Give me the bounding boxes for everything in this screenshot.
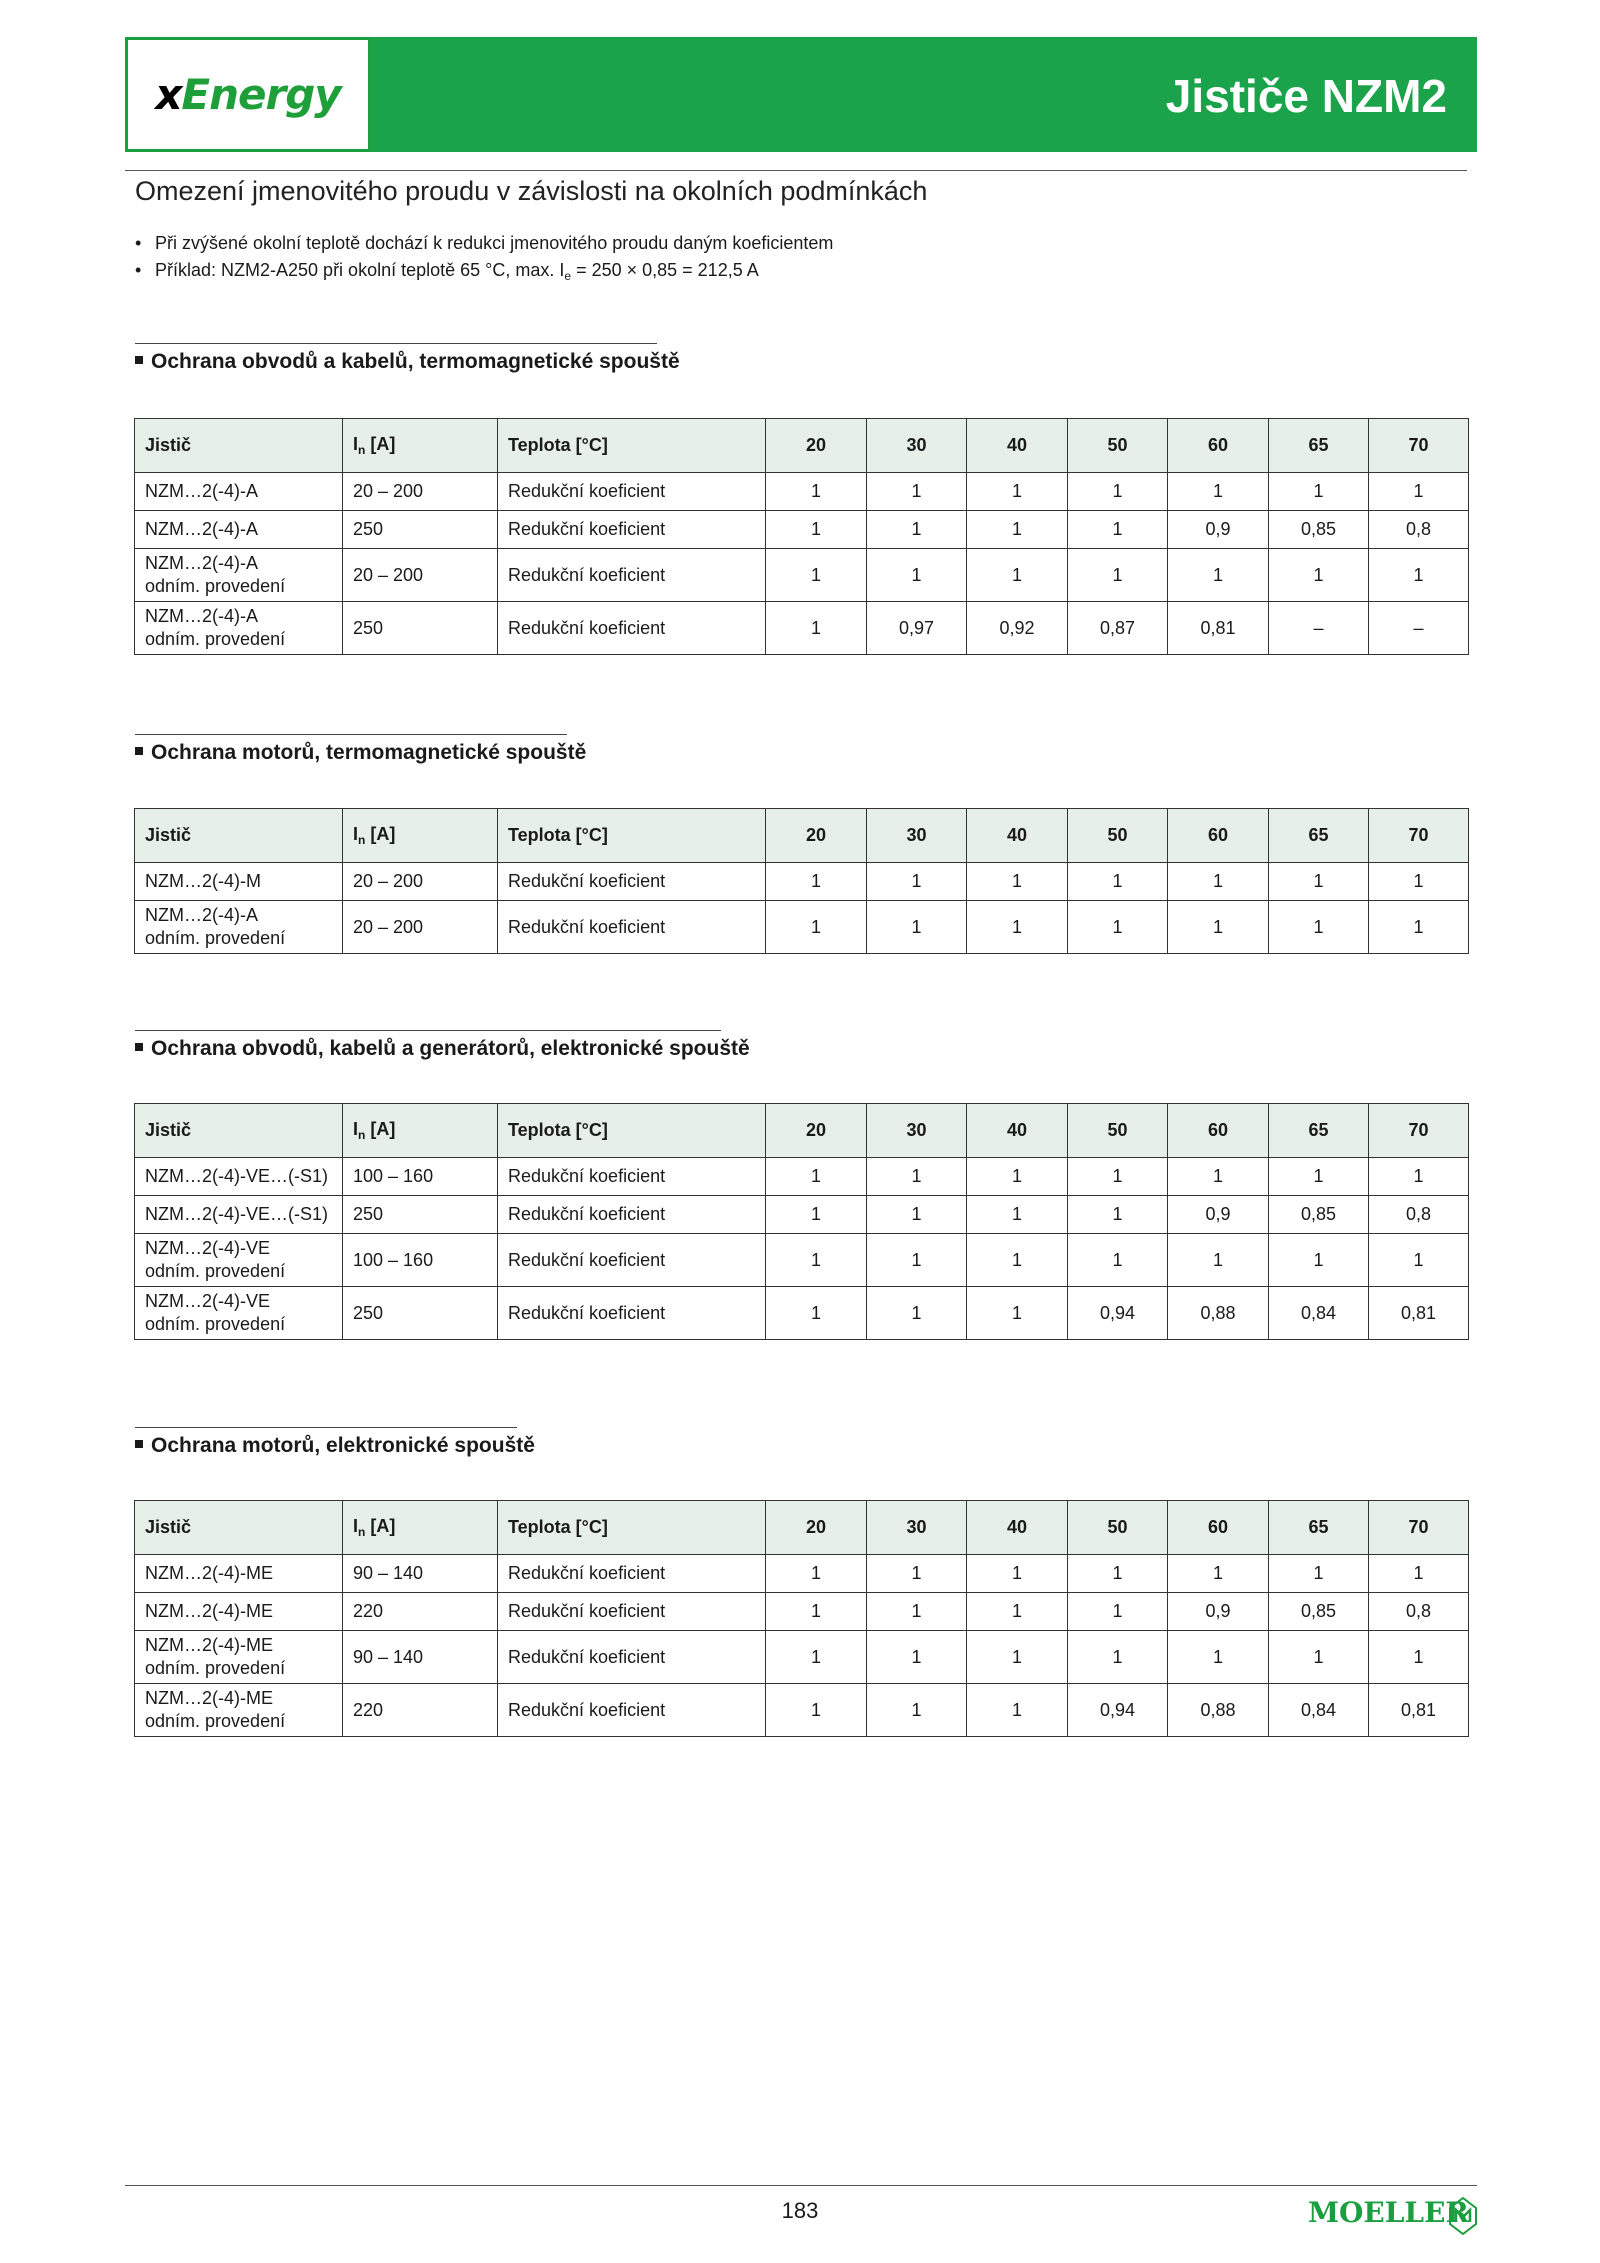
cell-coefficient: 0,9 xyxy=(1168,1593,1269,1631)
cell-coefficient: 1 xyxy=(867,863,967,901)
page-title: Jističe NZM2 xyxy=(1165,70,1447,122)
cell-label: Redukční koeficient xyxy=(498,1287,766,1340)
header-temp-value: 65 xyxy=(1269,1501,1369,1555)
logo-text: xEnergy xyxy=(155,70,341,119)
cell-rated-current: 20 – 200 xyxy=(343,863,498,901)
header-temp-value: 20 xyxy=(766,809,867,863)
header-temp-value: 50 xyxy=(1068,419,1168,473)
cell-coefficient: 1 xyxy=(1369,1555,1469,1593)
header-temp-value: 40 xyxy=(967,1501,1068,1555)
header-temp-value: 30 xyxy=(867,1501,967,1555)
cell-coefficient: 1 xyxy=(867,1158,967,1196)
table-row xyxy=(135,473,1469,511)
bullet-item: • Příklad: NZM2-A250 při okolní teplotě 65 °C, max. $I_e = 250 \times 0,85 = 212,5$ A xyxy=(135,257,833,290)
cell-coefficient: 1 xyxy=(766,1555,867,1593)
cell-coefficient: 0,88 xyxy=(1168,1287,1269,1340)
cell-coefficient: 1 xyxy=(766,1234,867,1287)
section-title: Ochrana motorů, termomagnetické spouště xyxy=(135,734,567,765)
section-title: Ochrana motorů, elektronické spouště xyxy=(135,1427,517,1458)
cell-coefficient: 1 xyxy=(867,901,967,954)
table-header-row xyxy=(135,809,1469,863)
cell-coefficient: 1 xyxy=(1068,549,1168,602)
cell-label: Redukční koeficient xyxy=(498,602,766,655)
cell-breaker: NZM…2(-4)-VE…(-S1) xyxy=(135,1196,343,1234)
reduction-table xyxy=(134,808,1469,954)
cell-breaker: NZM…2(-4)-ME odním. provedení xyxy=(135,1631,343,1684)
header-temperature: Teplota [°C] xyxy=(498,809,766,863)
cell-coefficient: 1 xyxy=(967,1555,1068,1593)
header-temp-value: 60 xyxy=(1168,1501,1269,1555)
cell-coefficient: 1 xyxy=(967,549,1068,602)
square-bullet-icon xyxy=(135,1440,143,1448)
table-header-row xyxy=(135,419,1469,473)
page-number: 183 xyxy=(781,2198,819,2223)
cell-coefficient: 1 xyxy=(867,473,967,511)
cell-coefficient: 1 xyxy=(1369,473,1469,511)
reduction-table xyxy=(134,1500,1469,1737)
cell-coefficient: 0,94 xyxy=(1068,1684,1168,1737)
cell-coefficient: 1 xyxy=(867,1234,967,1287)
cell-coefficient: 1 xyxy=(766,1684,867,1737)
table-row xyxy=(135,863,1469,901)
header-temp-value: 60 xyxy=(1168,809,1269,863)
cell-coefficient: 1 xyxy=(1068,1158,1168,1196)
cell-label: Redukční koeficient xyxy=(498,1234,766,1287)
cell-coefficient: 1 xyxy=(1269,1158,1369,1196)
cell-coefficient: 0,8 xyxy=(1369,511,1469,549)
header-breaker: Jistič xyxy=(135,419,343,473)
cell-coefficient: 0,9 xyxy=(1168,1196,1269,1234)
cell-coefficient: 1 xyxy=(967,901,1068,954)
cell-rated-current: 250 xyxy=(343,1196,498,1234)
square-bullet-icon xyxy=(135,1043,143,1051)
cell-label: Redukční koeficient xyxy=(498,901,766,954)
cell-rated-current: 220 xyxy=(343,1684,498,1737)
cell-coefficient: 0,81 xyxy=(1369,1287,1469,1340)
table-row xyxy=(135,901,1469,954)
cell-coefficient: 1 xyxy=(1068,863,1168,901)
header-rated-current: $I_n$ [A] xyxy=(343,809,498,863)
header-bar xyxy=(371,37,1477,152)
section-title: Ochrana obvodů, kabelů a generátorů, elektronické spouště xyxy=(135,1030,721,1061)
header-temp-value: 50 xyxy=(1068,1501,1168,1555)
header-temperature: Teplota [°C] xyxy=(498,1104,766,1158)
moeller-emblem-icon xyxy=(1448,2196,1478,2236)
cell-coefficient: 1 xyxy=(1369,863,1469,901)
header-temp-value: 40 xyxy=(967,1104,1068,1158)
cell-label: Redukční koeficient xyxy=(498,1158,766,1196)
cell-coefficient: 1 xyxy=(967,473,1068,511)
cell-rated-current: 250 xyxy=(343,1287,498,1340)
header-temperature: Teplota [°C] xyxy=(498,1501,766,1555)
cell-breaker: NZM…2(-4)-ME xyxy=(135,1555,343,1593)
cell-coefficient: 1 xyxy=(867,1196,967,1234)
cell-coefficient: 0,88 xyxy=(1168,1684,1269,1737)
cell-breaker: NZM…2(-4)-A odním. provedení xyxy=(135,602,343,655)
cell-coefficient: 1 xyxy=(1068,1196,1168,1234)
cell-rated-current: 20 – 200 xyxy=(343,549,498,602)
cell-coefficient: 1 xyxy=(967,863,1068,901)
cell-rated-current: 100 – 160 xyxy=(343,1158,498,1196)
cell-rated-current: 20 – 200 xyxy=(343,901,498,954)
table-row xyxy=(135,1593,1469,1631)
table-row xyxy=(135,602,1469,655)
cell-coefficient: 1 xyxy=(867,549,967,602)
cell-coefficient: 1 xyxy=(1269,863,1369,901)
header-temp-value: 65 xyxy=(1269,809,1369,863)
cell-coefficient: 0,8 xyxy=(1369,1593,1469,1631)
header-temp-value: 60 xyxy=(1168,419,1269,473)
cell-coefficient: 1 xyxy=(766,549,867,602)
table-row xyxy=(135,1555,1469,1593)
header-temp-value: 50 xyxy=(1068,809,1168,863)
table-row xyxy=(135,1631,1469,1684)
square-bullet-icon xyxy=(135,356,143,364)
cell-coefficient: 0,85 xyxy=(1269,511,1369,549)
cell-coefficient: 1 xyxy=(1369,1234,1469,1287)
cell-coefficient: 0,85 xyxy=(1269,1593,1369,1631)
cell-breaker: NZM…2(-4)-VE…(-S1) xyxy=(135,1158,343,1196)
cell-rated-current: 90 – 140 xyxy=(343,1555,498,1593)
cell-coefficient: 1 xyxy=(1068,901,1168,954)
cell-coefficient: – xyxy=(1269,602,1369,655)
cell-label: Redukční koeficient xyxy=(498,1593,766,1631)
cell-coefficient: 1 xyxy=(1269,1555,1369,1593)
cell-breaker: NZM…2(-4)-ME xyxy=(135,1593,343,1631)
cell-coefficient: 1 xyxy=(766,1593,867,1631)
cell-coefficient: 1 xyxy=(1269,1631,1369,1684)
table-row xyxy=(135,1684,1469,1737)
cell-coefficient: 1 xyxy=(867,1287,967,1340)
cell-coefficient: 1 xyxy=(1168,1631,1269,1684)
header-temp-value: 30 xyxy=(867,419,967,473)
square-bullet-icon xyxy=(135,747,143,755)
reduction-table xyxy=(134,1103,1469,1340)
cell-coefficient: 1 xyxy=(1269,549,1369,602)
xenergy-logo xyxy=(125,37,371,152)
table-row xyxy=(135,1196,1469,1234)
cell-coefficient: 1 xyxy=(967,1593,1068,1631)
cell-label: Redukční koeficient xyxy=(498,473,766,511)
header-breaker: Jistič xyxy=(135,809,343,863)
bottom-divider xyxy=(125,2185,1477,2186)
header-temp-value: 70 xyxy=(1369,1104,1469,1158)
header-temp-value: 65 xyxy=(1269,419,1369,473)
cell-coefficient: 0,84 xyxy=(1269,1684,1369,1737)
cell-coefficient: 1 xyxy=(1068,473,1168,511)
table-row xyxy=(135,1158,1469,1196)
cell-coefficient: 1 xyxy=(1269,473,1369,511)
cell-coefficient: 1 xyxy=(766,511,867,549)
cell-coefficient: 1 xyxy=(1168,1158,1269,1196)
cell-coefficient: 1 xyxy=(1068,511,1168,549)
cell-coefficient: 0,87 xyxy=(1068,602,1168,655)
cell-coefficient: 1 xyxy=(1068,1234,1168,1287)
cell-coefficient: 1 xyxy=(1168,863,1269,901)
header-temp-value: 20 xyxy=(766,1104,867,1158)
cell-coefficient: 1 xyxy=(766,863,867,901)
cell-coefficient: 1 xyxy=(867,1555,967,1593)
cell-coefficient: 1 xyxy=(1369,1631,1469,1684)
cell-coefficient: 0,97 xyxy=(867,602,967,655)
cell-label: Redukční koeficient xyxy=(498,1555,766,1593)
cell-rated-current: 250 xyxy=(343,602,498,655)
cell-coefficient: 1 xyxy=(766,1287,867,1340)
cell-coefficient: 1 xyxy=(766,1196,867,1234)
cell-coefficient: 0,81 xyxy=(1168,602,1269,655)
cell-coefficient: 1 xyxy=(1168,901,1269,954)
cell-label: Redukční koeficient xyxy=(498,1684,766,1737)
cell-breaker: NZM…2(-4)-A xyxy=(135,511,343,549)
table-row xyxy=(135,1287,1469,1340)
header-temp-value: 40 xyxy=(967,419,1068,473)
cell-coefficient: 1 xyxy=(1369,549,1469,602)
cell-coefficient: 1 xyxy=(766,602,867,655)
cell-coefficient: 1 xyxy=(1369,901,1469,954)
cell-coefficient: 1 xyxy=(967,1631,1068,1684)
table-row xyxy=(135,511,1469,549)
cell-coefficient: 1 xyxy=(967,1684,1068,1737)
table-row xyxy=(135,1234,1469,1287)
cell-breaker: NZM…2(-4)-VE odním. provedení xyxy=(135,1234,343,1287)
header-temp-value: 40 xyxy=(967,809,1068,863)
header-temp-value: 70 xyxy=(1369,809,1469,863)
header-temp-value: 30 xyxy=(867,809,967,863)
cell-coefficient: 1 xyxy=(867,1593,967,1631)
cell-coefficient: 1 xyxy=(967,1196,1068,1234)
header-rated-current: $I_n$ [A] xyxy=(343,1501,498,1555)
cell-coefficient: 1 xyxy=(967,511,1068,549)
cell-label: Redukční koeficient xyxy=(498,863,766,901)
cell-breaker: NZM…2(-4)-ME odním. provedení xyxy=(135,1684,343,1737)
cell-coefficient: 1 xyxy=(967,1158,1068,1196)
cell-breaker: NZM…2(-4)-A odním. provedení xyxy=(135,549,343,602)
cell-coefficient: 0,92 xyxy=(967,602,1068,655)
cell-coefficient: 1 xyxy=(1168,1234,1269,1287)
header-temp-value: 20 xyxy=(766,419,867,473)
moeller-logo: MOELLER xyxy=(1308,2196,1469,2229)
cell-breaker: NZM…2(-4)-M xyxy=(135,863,343,901)
table-row xyxy=(135,549,1469,602)
cell-coefficient: 1 xyxy=(1068,1555,1168,1593)
intro-bullets xyxy=(135,230,833,290)
table-header-row xyxy=(135,1501,1469,1555)
cell-coefficient: 1 xyxy=(867,1684,967,1737)
cell-coefficient: 0,85 xyxy=(1269,1196,1369,1234)
header-temp-value: 70 xyxy=(1369,419,1469,473)
cell-rated-current: 250 xyxy=(343,511,498,549)
header-temp-value: 70 xyxy=(1369,1501,1469,1555)
header-rated-current: $I_n$ [A] xyxy=(343,419,498,473)
section-title: Ochrana obvodů a kabelů, termomagnetické spouště xyxy=(135,343,657,374)
cell-coefficient: 1 xyxy=(1168,549,1269,602)
cell-coefficient: 1 xyxy=(766,1631,867,1684)
cell-coefficient: 0,94 xyxy=(1068,1287,1168,1340)
bullet-item: • Při zvýšené okolní teplotě dochází k redukci jmenovitého proudu daným koeficientem xyxy=(135,230,833,257)
cell-breaker: NZM…2(-4)-VE odním. provedení xyxy=(135,1287,343,1340)
intro-title: Omezení jmenovitého proudu v závislosti na okolních podmínkách xyxy=(135,176,928,206)
cell-label: Redukční koeficient xyxy=(498,549,766,602)
cell-coefficient: 0,81 xyxy=(1369,1684,1469,1737)
page-header xyxy=(125,37,1477,152)
cell-coefficient: 1 xyxy=(867,511,967,549)
cell-label: Redukční koeficient xyxy=(498,511,766,549)
cell-coefficient: 1 xyxy=(967,1287,1068,1340)
cell-rated-current: 90 – 140 xyxy=(343,1631,498,1684)
cell-breaker: NZM…2(-4)-A xyxy=(135,473,343,511)
cell-rated-current: 20 – 200 xyxy=(343,473,498,511)
cell-coefficient: 1 xyxy=(1168,1555,1269,1593)
cell-rated-current: 100 – 160 xyxy=(343,1234,498,1287)
cell-coefficient: 0,9 xyxy=(1168,511,1269,549)
header-temperature: Teplota [°C] xyxy=(498,419,766,473)
cell-coefficient: 1 xyxy=(1068,1593,1168,1631)
cell-label: Redukční koeficient xyxy=(498,1196,766,1234)
reduction-table xyxy=(134,418,1469,655)
table-header-row xyxy=(135,1104,1469,1158)
header-temp-value: 50 xyxy=(1068,1104,1168,1158)
cell-label: Redukční koeficient xyxy=(498,1631,766,1684)
cell-coefficient: 1 xyxy=(1068,1631,1168,1684)
cell-coefficient: 1 xyxy=(967,1234,1068,1287)
cell-coefficient: 1 xyxy=(766,473,867,511)
cell-rated-current: 220 xyxy=(343,1593,498,1631)
header-breaker: Jistič xyxy=(135,1104,343,1158)
header-temp-value: 65 xyxy=(1269,1104,1369,1158)
cell-coefficient: 1 xyxy=(1269,1234,1369,1287)
header-breaker: Jistič xyxy=(135,1501,343,1555)
header-rated-current: $I_n$ [A] xyxy=(343,1104,498,1158)
cell-coefficient: 1 xyxy=(867,1631,967,1684)
top-divider xyxy=(125,170,1467,171)
cell-coefficient: 1 xyxy=(766,1158,867,1196)
cell-coefficient: 1 xyxy=(1269,901,1369,954)
header-temp-value: 30 xyxy=(867,1104,967,1158)
cell-breaker: NZM…2(-4)-A odním. provedení xyxy=(135,901,343,954)
cell-coefficient: 1 xyxy=(1369,1158,1469,1196)
cell-coefficient: 1 xyxy=(766,901,867,954)
cell-coefficient: 0,84 xyxy=(1269,1287,1369,1340)
cell-coefficient: – xyxy=(1369,602,1469,655)
header-temp-value: 60 xyxy=(1168,1104,1269,1158)
cell-coefficient: 1 xyxy=(1168,473,1269,511)
cell-coefficient: 0,8 xyxy=(1369,1196,1469,1234)
header-temp-value: 20 xyxy=(766,1501,867,1555)
